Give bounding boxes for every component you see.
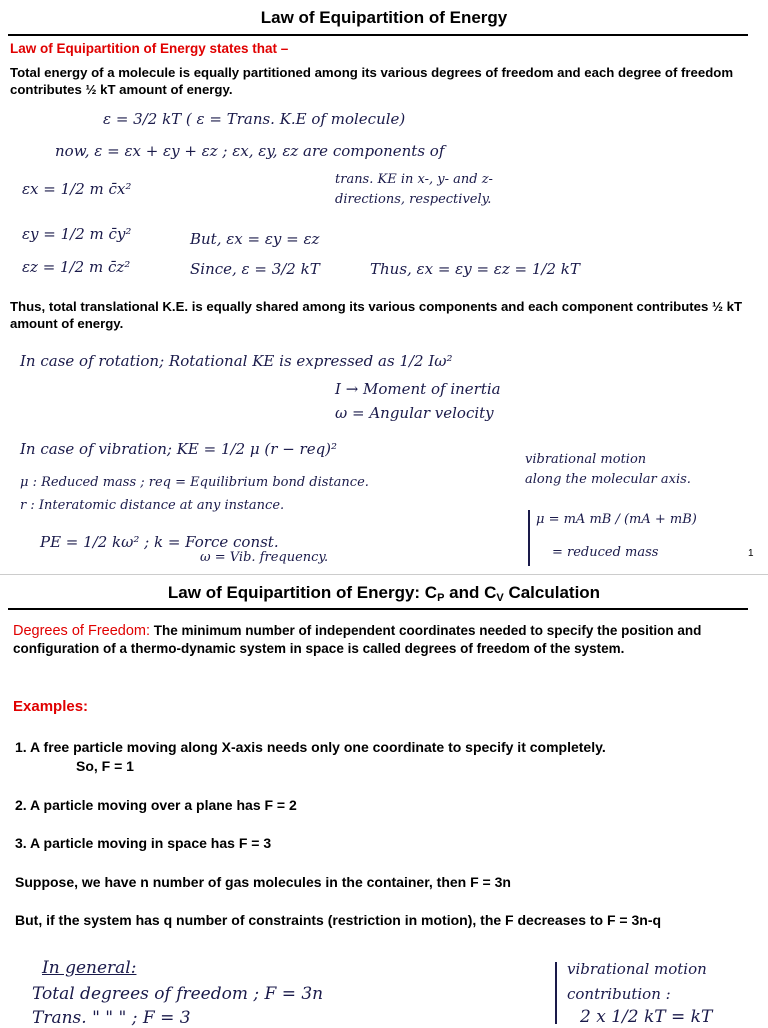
example-2: 2. A particle moving over a plane has F = 2 bbox=[15, 797, 297, 813]
handwritten-line: I → Moment of inertia bbox=[335, 380, 501, 398]
handwritten-line: In case of vibration; KE = 1/2 μ (r − req)² bbox=[20, 440, 338, 458]
title-text: Law of Equipartition of Energy: C bbox=[167, 583, 438, 602]
title-text-and: and C bbox=[444, 583, 497, 602]
title-sub-v: V bbox=[496, 592, 504, 604]
example-3: 3. A particle moving in space has F = 3 bbox=[15, 835, 272, 851]
handwritten-line: vibrational motion bbox=[567, 960, 707, 978]
title-text-end: Calculation bbox=[503, 583, 601, 602]
handwritten-line: ω = Vib. frequency. bbox=[200, 550, 329, 565]
handwritten-line: trans. KE in x-, y- and z- bbox=[335, 172, 493, 187]
divider-line bbox=[555, 962, 557, 1024]
handwritten-line: contribution : bbox=[567, 985, 671, 1003]
handwritten-line: εz = 1/2 m c̄z² bbox=[22, 258, 131, 276]
handwritten-line: But, εx = εy = εz bbox=[190, 230, 320, 248]
handwritten-line: ε = 3/2 kT ( ε = Trans. K.E of molecule) bbox=[103, 110, 406, 128]
page-separator bbox=[0, 574, 768, 575]
example-1: 1. A free particle moving along X-axis needs only one coordinate to specify it completely. bbox=[15, 739, 606, 755]
page-number: 1 bbox=[748, 548, 754, 559]
example-1-result: So, F = 1 bbox=[76, 758, 134, 774]
intro-heading: Law of Equipartition of Energy states that – bbox=[10, 41, 289, 56]
page-title: Law of Equipartition of Energy bbox=[260, 8, 508, 27]
examples-label: Examples: bbox=[13, 698, 89, 715]
handwritten-line: ω = Angular velocity bbox=[335, 404, 494, 422]
handwritten-line: = reduced mass bbox=[552, 545, 659, 560]
handwritten-line: Trans. " " " ; F = 3 bbox=[32, 1008, 191, 1028]
title-sub-p: P bbox=[437, 592, 445, 604]
handwritten-line: along the molecular axis. bbox=[525, 472, 691, 487]
intro-text: Total energy of a molecule is equally partitioned among its various degrees of freedom and each degree of freedom contributes ½ kT amount of energy. bbox=[10, 65, 734, 97]
handwritten-line: PE = 1/2 kω² ; k = Force const. bbox=[40, 533, 279, 551]
handwritten-line: Total degrees of freedom ; F = 3n bbox=[32, 984, 324, 1004]
title-divider bbox=[8, 34, 748, 36]
handwritten-line: Since, ε = 3/2 kT bbox=[190, 260, 320, 278]
dof-text: The minimum number of independent coordinates needed to specify the position and configuration of a thermo-dynamic system in space is called degrees of freedom of the system. bbox=[13, 623, 702, 656]
handwritten-line: εx = 1/2 m c̄x² bbox=[22, 180, 132, 198]
handwritten-line: εy = 1/2 m c̄y² bbox=[22, 225, 132, 243]
page2-title-divider bbox=[8, 608, 748, 610]
handwritten-line: vibrational motion bbox=[525, 452, 647, 467]
dof-label: Degrees of Freedom: bbox=[13, 623, 151, 639]
constraints-text: But, if the system has q number of constraints (restriction in motion), the F decreases to F = 3n-q bbox=[15, 912, 662, 928]
handwritten-line: directions, respectively. bbox=[335, 192, 492, 207]
handwritten-line: now, ε = εx + εy + εz ; εx, εy, εz are components of bbox=[55, 142, 445, 160]
page2-title bbox=[0, 583, 768, 604]
bracket bbox=[528, 510, 530, 566]
handwritten-line: μ = mA mB / (mA + mB) bbox=[536, 512, 697, 527]
suppose-text: Suppose, we have n number of gas molecules in the container, then F = 3n bbox=[15, 874, 511, 890]
handwritten-line: In case of rotation; Rotational KE is expressed as 1/2 Iω² bbox=[20, 352, 453, 370]
handwritten-line: μ : Reduced mass ; req = Equilibrium bond distance. bbox=[20, 475, 369, 490]
degrees-of-freedom-definition bbox=[13, 622, 743, 658]
handwritten-line: Thus, εx = εy = εz = 1/2 kT bbox=[370, 260, 580, 278]
mid-text: Thus, total translational K.E. is equally shared among its various components and each component contributes ½ kT amount of energy. bbox=[10, 299, 743, 331]
handwritten-line: 2 x 1/2 kT = kT bbox=[580, 1007, 713, 1027]
handwritten-line: In general: bbox=[42, 958, 137, 978]
handwritten-line: r : Interatomic distance at any instance. bbox=[20, 498, 285, 513]
